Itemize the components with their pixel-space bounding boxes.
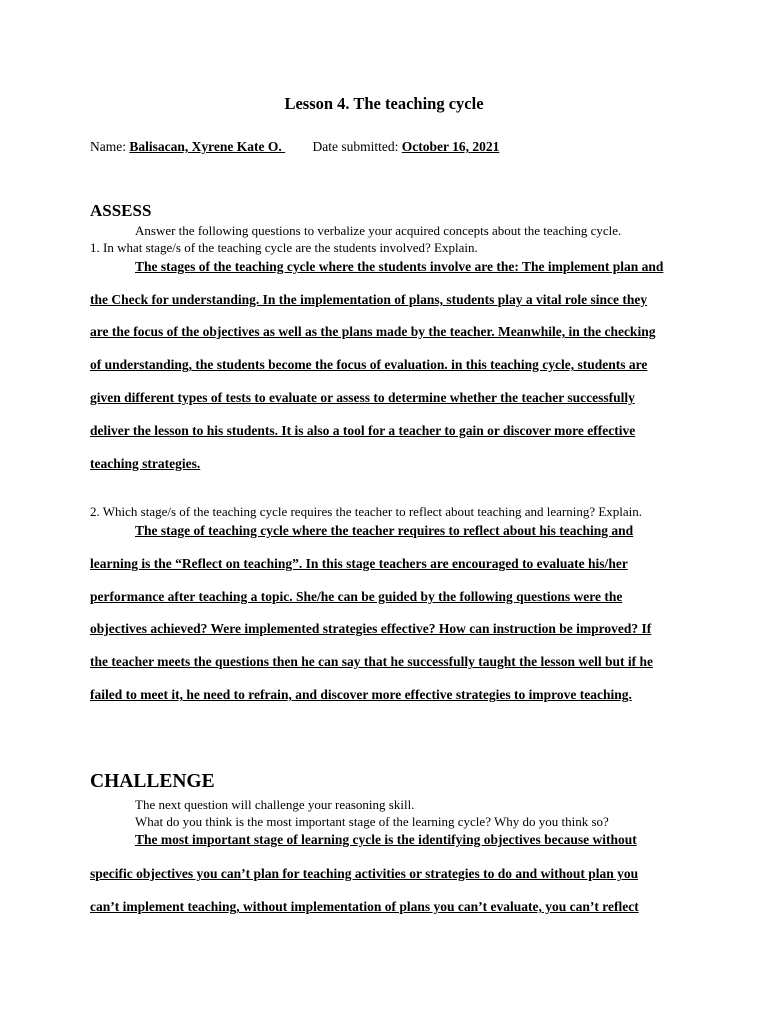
challenge-intro: The next question will challenge your reasoning skill.: [135, 797, 415, 812]
assess-heading: ASSESS: [90, 201, 152, 220]
date-label: Date submitted:: [312, 139, 399, 154]
answer-1-line: the Check for understanding. In the implementation of plans, students play a vital role since they: [90, 292, 648, 307]
challenge-answer-line: The most important stage of learning cycle is the identifying objectives because without: [135, 832, 637, 847]
assess-instruction: Answer the following questions to verbalize your acquired concepts about the teaching cycle.: [135, 223, 622, 238]
submission-info: [90, 139, 499, 155]
answer-2-line: learning is the “Reflect on teaching”. In this stage teachers are encouraged to evaluate his/her: [90, 556, 628, 571]
student-name: Balisacan, Xyrene Kate O.: [129, 139, 286, 154]
answer-2-line: the teacher meets the questions then he can say that he successfully taught the lesson well but if he: [90, 654, 653, 669]
challenge-question: What do you think is the most important stage of the learning cycle? Why do you think so?: [135, 814, 609, 829]
question-2: 2. Which stage/s of the teaching cycle requires the teacher to reflect about teaching and learning? Explain.: [90, 504, 643, 519]
answer-2-line: The stage of teaching cycle where the teacher requires to reflect about his teaching and: [135, 523, 634, 538]
question-1: 1. In what stage/s of the teaching cycle are the students involved? Explain.: [90, 240, 478, 255]
answer-1-line: deliver the lesson to his students. It is also a tool for a teacher to gain or discover more effective: [90, 423, 636, 438]
name-label: Name:: [90, 139, 126, 154]
answer-2-line: performance after teaching a topic. She/he can be guided by the following questions were the: [90, 589, 623, 604]
answer-2-line: failed to meet it, he need to refrain, and discover more effective strategies to improve teaching.: [90, 687, 632, 702]
answer-1-line: of understanding, the students become the focus of evaluation. in this teaching cycle, students are: [90, 357, 648, 372]
answer-1-line: are the focus of the objectives as well as the plans made by the teacher. Meanwhile, in the checking: [90, 324, 656, 339]
challenge-answer-line: can’t implement teaching, without implementation of plans you can’t evaluate, you can’t reflect: [90, 899, 639, 914]
challenge-heading: CHALLENGE: [90, 771, 215, 792]
answer-1-line: teaching strategies.: [90, 456, 201, 471]
date-submitted: October 16, 2021: [401, 139, 500, 154]
answer-1-line: given different types of tests to evaluate or assess to determine whether the teacher successfully: [90, 390, 635, 405]
document-title: Lesson 4. The teaching cycle: [284, 94, 484, 113]
answer-2-line: objectives achieved? Were implemented strategies effective? How can instruction be improved? If: [90, 621, 652, 636]
challenge-answer-line: specific objectives you can’t plan for teaching activities or strategies to do and without plan you: [90, 866, 639, 881]
answer-1-line: The stages of the teaching cycle where the students involve are the: The implement plan and: [135, 259, 664, 274]
